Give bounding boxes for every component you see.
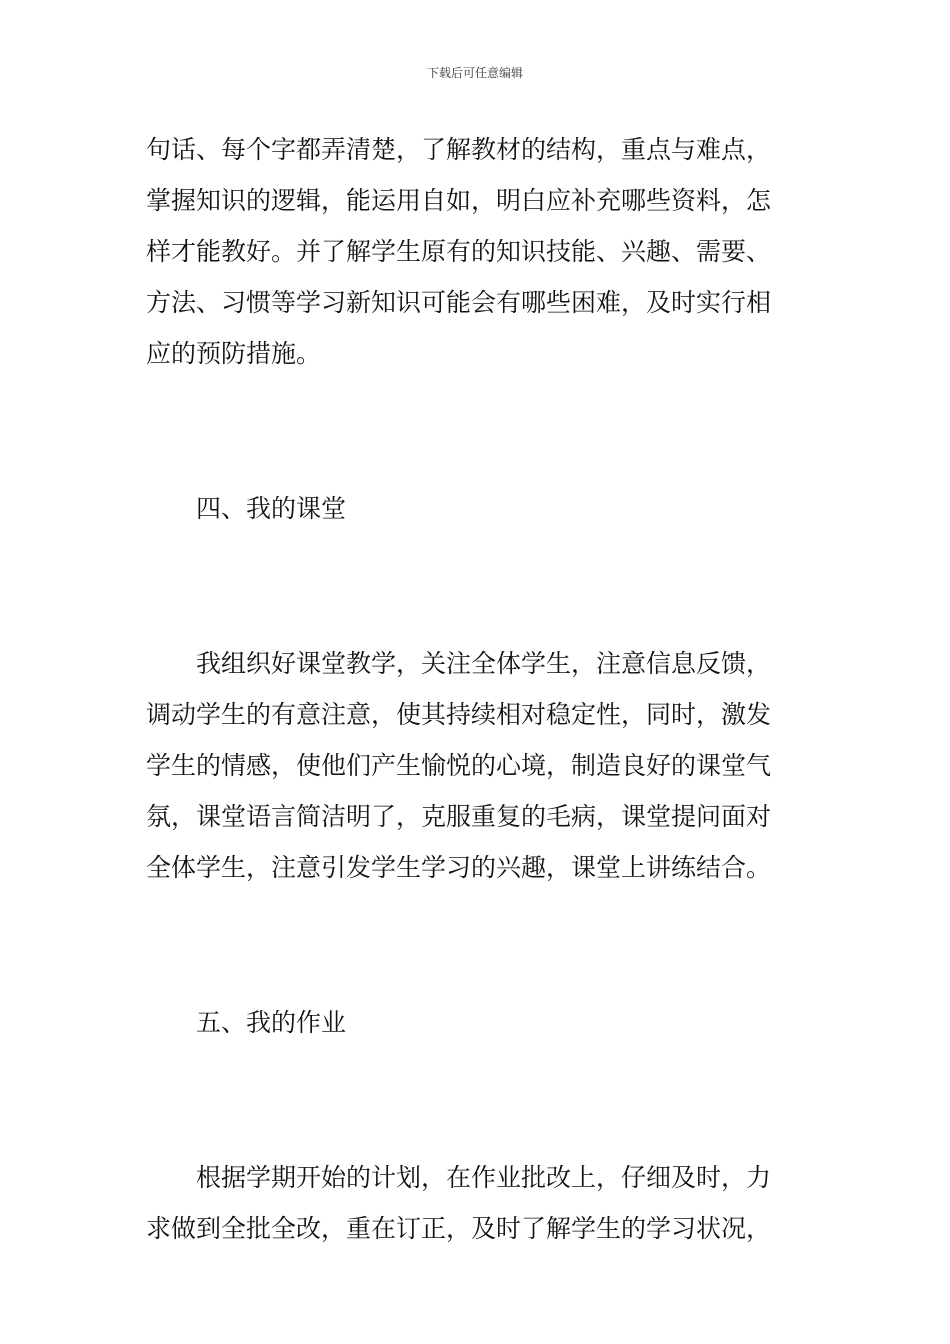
document-body [146,124,808,1254]
paragraph-line: 应的预防措施。 [146,339,322,368]
paragraph-line: 我组织好课堂教学，关注全体学生，注意信息反馈， [196,649,772,678]
section-heading-homework: 五、我的作业 [196,1008,347,1037]
paragraph-line: 方法、习惯等学习新知识可能会有哪些困难，及时实行相 [146,288,772,317]
paragraph-line: 根据学期开始的计划，在作业批改上，仔细及时，力 [196,1163,772,1192]
paragraph-classroom [146,638,808,893]
paragraph-line: 全体学生，注意引发学生学习的兴趣，课堂上讲练结合。 [146,853,772,882]
paragraph-line: 氛，课堂语言简洁明了，克服重复的毛病，课堂提问面对 [146,802,772,831]
paragraph-line: 调动学生的有意注意，使其持续相对稳定性，同时，激发 [146,700,772,729]
page-header: 下载后可任意编辑 [426,66,523,80]
paragraph-line: 句话、每个字都弄清楚，了解教材的结构，重点与难点， [146,135,772,164]
paragraph-homework [146,1152,808,1254]
paragraph-line: 掌握知识的逻辑，能运用自如，明白应补充哪些资料，怎 [146,186,772,215]
paragraph-line: 样才能教好。并了解学生原有的知识技能、兴趣、需要、 [146,237,772,266]
paragraph-line: 学生的情感，使他们产生愉悦的心境，制造良好的课堂气 [146,751,772,780]
paragraph-line: 求做到全批全改，重在订正，及时了解学生的学习状况， [146,1214,772,1243]
paragraph-lesson-prep [146,124,808,379]
section-heading-classroom: 四、我的课堂 [196,494,347,523]
